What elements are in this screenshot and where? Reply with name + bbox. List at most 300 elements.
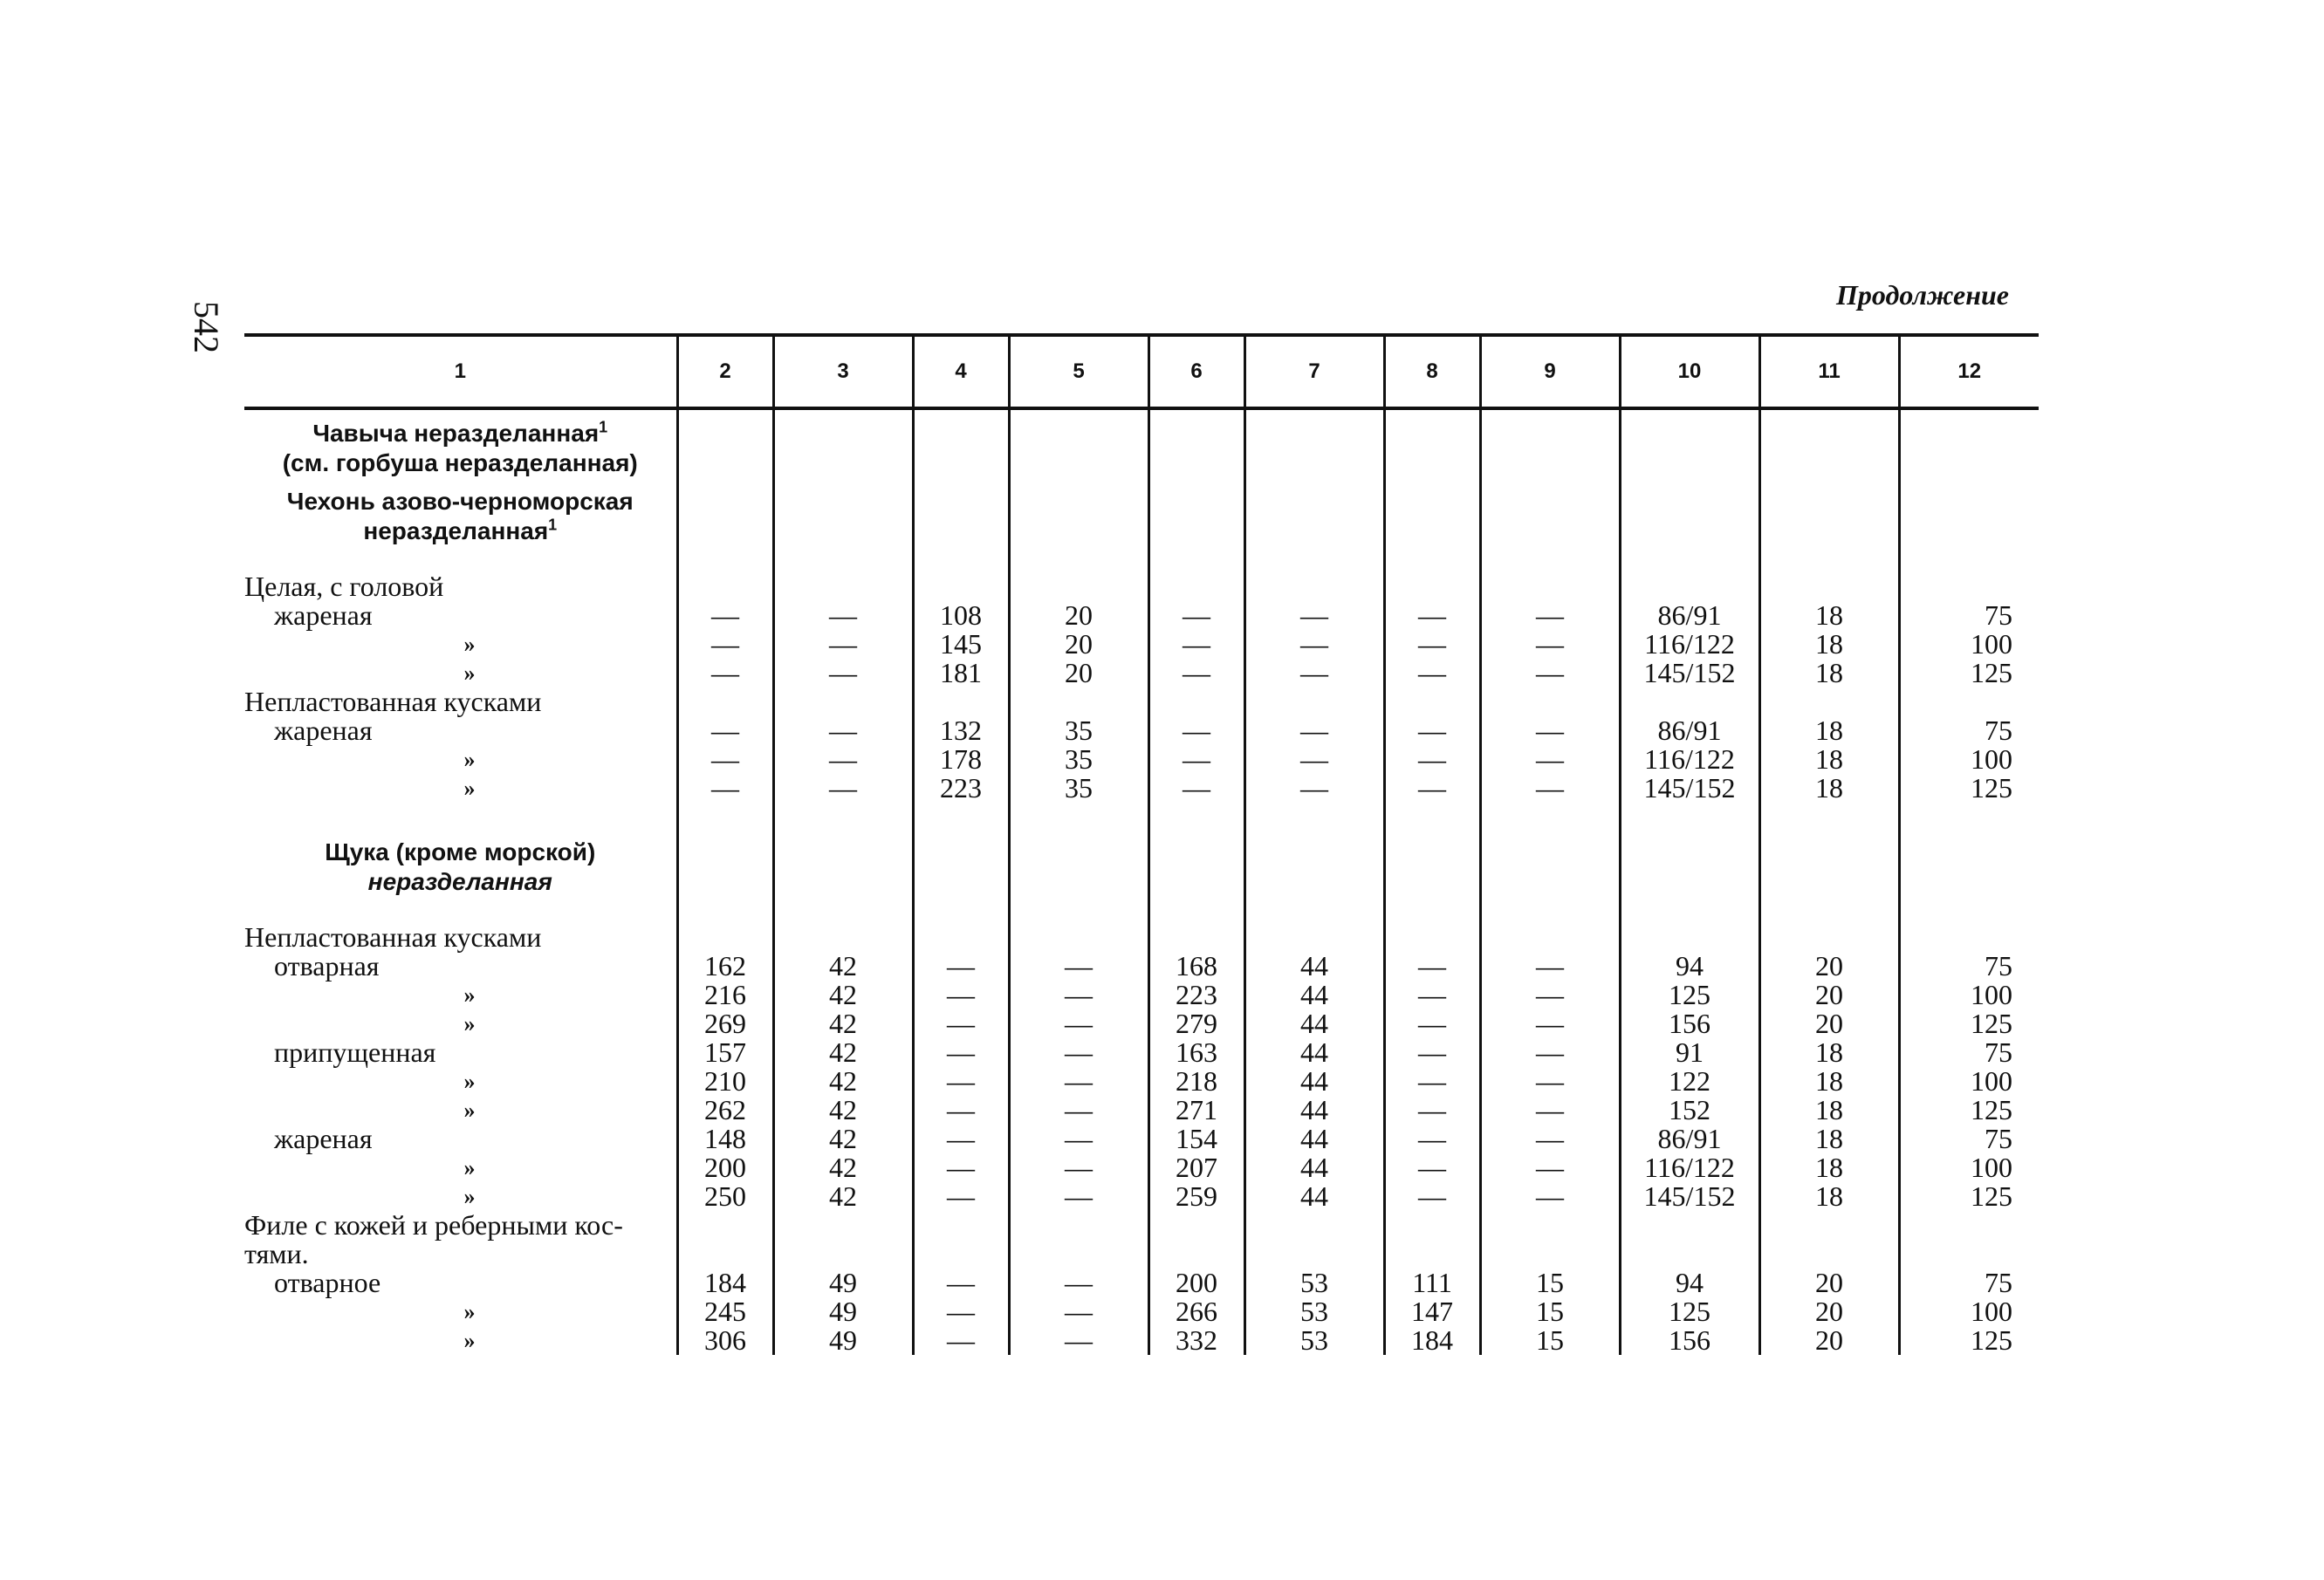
value-cell: 53 bbox=[1244, 1326, 1384, 1355]
empty-cell bbox=[1620, 687, 1759, 716]
column-header-10: 10 bbox=[1620, 335, 1759, 408]
section-heading-row bbox=[244, 478, 2039, 546]
value-cell: — bbox=[1009, 1182, 1148, 1211]
empty-cell bbox=[913, 687, 1009, 716]
column-header-8: 8 bbox=[1384, 335, 1480, 408]
empty-cell bbox=[1244, 803, 1384, 829]
empty-cell bbox=[1899, 687, 2039, 716]
value-cell: 42 bbox=[773, 1096, 913, 1125]
empty-cell bbox=[244, 546, 677, 572]
section-heading bbox=[244, 408, 677, 478]
empty-cell bbox=[1384, 923, 1480, 952]
empty-cell bbox=[1148, 408, 1244, 478]
value-cell: 156 bbox=[1620, 1326, 1759, 1355]
value-cell: 100 bbox=[1899, 1067, 2039, 1096]
column-header-1: 1 bbox=[244, 335, 677, 408]
empty-cell bbox=[677, 572, 773, 601]
value-cell: 94 bbox=[1620, 1269, 1759, 1297]
empty-cell bbox=[1899, 572, 2039, 601]
column-header-3: 3 bbox=[773, 335, 913, 408]
value-cell: 20 bbox=[1009, 659, 1148, 687]
value-cell: 75 bbox=[1899, 716, 2039, 745]
empty-cell bbox=[1899, 923, 2039, 952]
value-cell: — bbox=[1009, 1297, 1148, 1326]
ditto-mark: » bbox=[463, 1299, 476, 1324]
empty-cell bbox=[773, 1240, 913, 1269]
value-cell: 178 bbox=[913, 745, 1009, 774]
empty-cell bbox=[677, 1211, 773, 1240]
value-cell: — bbox=[773, 601, 913, 630]
value-cell: 125 bbox=[1899, 774, 2039, 803]
value-cell: 200 bbox=[1148, 1269, 1244, 1297]
empty-cell bbox=[1620, 923, 1759, 952]
row-label: отварная bbox=[274, 950, 380, 982]
empty-cell bbox=[913, 897, 1009, 923]
value-cell: 125 bbox=[1620, 1297, 1759, 1326]
section-heading bbox=[244, 829, 677, 897]
row-label: Непластованная кусками bbox=[244, 921, 542, 953]
value-cell: 152 bbox=[1620, 1096, 1759, 1125]
empty-cell bbox=[1759, 408, 1899, 478]
empty-cell bbox=[677, 897, 773, 923]
value-cell: 125 bbox=[1620, 981, 1759, 1009]
value-cell: 42 bbox=[773, 1153, 913, 1182]
value-cell: 147 bbox=[1384, 1297, 1480, 1326]
value-cell: 18 bbox=[1759, 1038, 1899, 1067]
empty-cell bbox=[1384, 546, 1480, 572]
value-cell: 15 bbox=[1480, 1297, 1620, 1326]
value-cell: — bbox=[1009, 1125, 1148, 1153]
value-cell: 86/91 bbox=[1620, 601, 1759, 630]
empty-cell bbox=[1384, 408, 1480, 478]
value-cell: — bbox=[1480, 716, 1620, 745]
value-cell: — bbox=[1148, 774, 1244, 803]
value-cell: — bbox=[1009, 1038, 1148, 1067]
value-cell: 18 bbox=[1759, 745, 1899, 774]
value-cell: — bbox=[913, 1326, 1009, 1355]
header-row bbox=[244, 335, 2039, 408]
footnote-marker: 1 bbox=[548, 516, 558, 534]
value-cell: — bbox=[1009, 981, 1148, 1009]
value-cell: 162 bbox=[677, 952, 773, 981]
table-row bbox=[244, 1009, 2039, 1038]
value-cell: 94 bbox=[1620, 952, 1759, 981]
value-cell: 145 bbox=[913, 630, 1009, 659]
value-cell: 20 bbox=[1759, 1326, 1899, 1355]
value-cell: — bbox=[1480, 981, 1620, 1009]
value-cell: 210 bbox=[677, 1067, 773, 1096]
value-cell: 44 bbox=[1244, 1009, 1384, 1038]
value-cell: — bbox=[1384, 981, 1480, 1009]
heading-line: Чавыча неразделанная bbox=[312, 420, 600, 447]
empty-cell bbox=[1384, 1211, 1480, 1240]
empty-cell bbox=[1148, 1240, 1244, 1269]
value-cell: 223 bbox=[1148, 981, 1244, 1009]
value-cell: 163 bbox=[1148, 1038, 1244, 1067]
empty-cell bbox=[1899, 478, 2039, 546]
value-cell: 116/122 bbox=[1620, 1153, 1759, 1182]
value-cell: — bbox=[1384, 659, 1480, 687]
page-number: 542 bbox=[187, 301, 226, 353]
empty-cell bbox=[1759, 478, 1899, 546]
value-cell: — bbox=[773, 630, 913, 659]
value-cell: 100 bbox=[1899, 745, 2039, 774]
value-cell: — bbox=[1384, 1096, 1480, 1125]
empty-cell bbox=[1009, 572, 1148, 601]
value-cell: 49 bbox=[773, 1326, 913, 1355]
empty-cell bbox=[913, 546, 1009, 572]
value-cell: 42 bbox=[773, 981, 913, 1009]
value-cell: — bbox=[1480, 774, 1620, 803]
value-cell: — bbox=[913, 952, 1009, 981]
empty-cell bbox=[1244, 1240, 1384, 1269]
empty-cell bbox=[1759, 803, 1899, 829]
value-cell: — bbox=[1384, 1125, 1480, 1153]
value-cell: 279 bbox=[1148, 1009, 1244, 1038]
ditto-mark: » bbox=[463, 1184, 476, 1209]
table-row bbox=[244, 716, 2039, 745]
empty-cell bbox=[1384, 803, 1480, 829]
value-cell: — bbox=[1009, 1326, 1148, 1355]
value-cell: — bbox=[1244, 774, 1384, 803]
empty-cell bbox=[1899, 1240, 2039, 1269]
empty-cell bbox=[1009, 546, 1148, 572]
section-heading bbox=[244, 478, 677, 546]
value-cell: — bbox=[1244, 745, 1384, 774]
value-cell: 223 bbox=[913, 774, 1009, 803]
value-cell: 91 bbox=[1620, 1038, 1759, 1067]
value-cell: — bbox=[773, 774, 913, 803]
value-cell: — bbox=[1384, 1009, 1480, 1038]
value-cell: — bbox=[1009, 1269, 1148, 1297]
table-row bbox=[244, 1038, 2039, 1067]
empty-cell bbox=[1620, 803, 1759, 829]
row-label: припущенная bbox=[274, 1036, 436, 1068]
label-row bbox=[244, 1240, 2039, 1269]
value-cell: — bbox=[1480, 952, 1620, 981]
value-cell: 75 bbox=[1899, 601, 2039, 630]
empty-cell bbox=[1384, 478, 1480, 546]
value-cell: — bbox=[1384, 1153, 1480, 1182]
column-header-7: 7 bbox=[1244, 335, 1384, 408]
value-cell: — bbox=[677, 745, 773, 774]
empty-cell bbox=[1759, 1211, 1899, 1240]
value-cell: 156 bbox=[1620, 1009, 1759, 1038]
value-cell: — bbox=[1148, 630, 1244, 659]
column-header-9: 9 bbox=[1480, 335, 1620, 408]
value-cell: — bbox=[1480, 659, 1620, 687]
value-cell: — bbox=[913, 1153, 1009, 1182]
empty-cell bbox=[1009, 408, 1148, 478]
empty-cell bbox=[913, 408, 1009, 478]
value-cell: 168 bbox=[1148, 952, 1244, 981]
table-row bbox=[244, 1297, 2039, 1326]
value-cell: 122 bbox=[1620, 1067, 1759, 1096]
empty-cell bbox=[773, 1211, 913, 1240]
empty-cell bbox=[913, 803, 1009, 829]
value-cell: — bbox=[913, 1125, 1009, 1153]
empty-cell bbox=[1384, 829, 1480, 897]
empty-cell bbox=[773, 546, 913, 572]
value-cell: 86/91 bbox=[1620, 1125, 1759, 1153]
value-cell: 245 bbox=[677, 1297, 773, 1326]
value-cell: 35 bbox=[1009, 774, 1148, 803]
empty-cell bbox=[1148, 478, 1244, 546]
value-cell: 100 bbox=[1899, 1297, 2039, 1326]
ditto-mark: » bbox=[463, 1328, 476, 1353]
label-row bbox=[244, 923, 2039, 952]
value-cell: — bbox=[1480, 1125, 1620, 1153]
value-cell: 145/152 bbox=[1620, 659, 1759, 687]
value-cell: 44 bbox=[1244, 981, 1384, 1009]
empty-cell bbox=[677, 478, 773, 546]
value-cell: 184 bbox=[1384, 1326, 1480, 1355]
value-cell: — bbox=[1244, 659, 1384, 687]
value-cell: — bbox=[1148, 745, 1244, 774]
ditto-mark: » bbox=[463, 660, 476, 686]
empty-cell bbox=[1244, 1211, 1384, 1240]
table-row bbox=[244, 1096, 2039, 1125]
value-cell: 145/152 bbox=[1620, 1182, 1759, 1211]
value-cell: 181 bbox=[913, 659, 1009, 687]
empty-cell bbox=[677, 687, 773, 716]
heading-line: неразделанная bbox=[363, 517, 549, 544]
empty-cell bbox=[1620, 1211, 1759, 1240]
empty-cell bbox=[1620, 478, 1759, 546]
empty-cell bbox=[1384, 572, 1480, 601]
value-cell: 42 bbox=[773, 1067, 913, 1096]
value-cell: 35 bbox=[1009, 716, 1148, 745]
value-cell: 116/122 bbox=[1620, 745, 1759, 774]
value-cell: — bbox=[1480, 1153, 1620, 1182]
ditto-mark: » bbox=[463, 1069, 476, 1094]
empty-cell bbox=[1899, 829, 2039, 897]
value-cell: 20 bbox=[1009, 630, 1148, 659]
empty-cell bbox=[913, 1240, 1009, 1269]
ditto-mark: » bbox=[463, 1011, 476, 1036]
empty-cell bbox=[1759, 829, 1899, 897]
value-cell: — bbox=[1148, 716, 1244, 745]
table-row bbox=[244, 1153, 2039, 1182]
value-cell: — bbox=[1480, 630, 1620, 659]
value-cell: — bbox=[1244, 601, 1384, 630]
empty-cell bbox=[1480, 923, 1620, 952]
value-cell: 53 bbox=[1244, 1297, 1384, 1326]
data-table bbox=[244, 333, 2039, 1355]
value-cell: 100 bbox=[1899, 1153, 2039, 1182]
value-cell: 200 bbox=[677, 1153, 773, 1182]
value-cell: 35 bbox=[1009, 745, 1148, 774]
value-cell: 18 bbox=[1759, 716, 1899, 745]
value-cell: 216 bbox=[677, 981, 773, 1009]
value-cell: — bbox=[1384, 1067, 1480, 1096]
value-cell: 49 bbox=[773, 1297, 913, 1326]
value-cell: 44 bbox=[1244, 1182, 1384, 1211]
value-cell: — bbox=[677, 716, 773, 745]
ditto-mark: » bbox=[463, 776, 476, 801]
value-cell: 266 bbox=[1148, 1297, 1244, 1326]
empty-cell bbox=[1620, 408, 1759, 478]
empty-cell bbox=[1480, 1211, 1620, 1240]
value-cell: 20 bbox=[1759, 981, 1899, 1009]
table-body bbox=[244, 408, 2039, 1355]
empty-cell bbox=[244, 897, 677, 923]
value-cell: 86/91 bbox=[1620, 716, 1759, 745]
value-cell: 44 bbox=[1244, 1038, 1384, 1067]
empty-cell bbox=[1384, 1240, 1480, 1269]
value-cell: 125 bbox=[1899, 1326, 2039, 1355]
label-row bbox=[244, 1211, 2039, 1240]
value-cell: — bbox=[913, 1096, 1009, 1125]
value-cell: 18 bbox=[1759, 601, 1899, 630]
table-row bbox=[244, 952, 2039, 981]
value-cell: 18 bbox=[1759, 1096, 1899, 1125]
value-cell: 18 bbox=[1759, 659, 1899, 687]
value-cell: 262 bbox=[677, 1096, 773, 1125]
empty-cell bbox=[773, 803, 913, 829]
value-cell: 75 bbox=[1899, 1269, 2039, 1297]
value-cell: 145/152 bbox=[1620, 774, 1759, 803]
empty-cell bbox=[1759, 897, 1899, 923]
empty-cell bbox=[244, 803, 677, 829]
empty-cell bbox=[1244, 897, 1384, 923]
empty-cell bbox=[1480, 829, 1620, 897]
value-cell: — bbox=[1480, 745, 1620, 774]
row-label: жареная bbox=[274, 599, 373, 631]
value-cell: — bbox=[1480, 1009, 1620, 1038]
value-cell: 20 bbox=[1759, 1269, 1899, 1297]
empty-cell bbox=[677, 546, 773, 572]
value-cell: — bbox=[913, 1038, 1009, 1067]
empty-cell bbox=[1899, 897, 2039, 923]
value-cell: 108 bbox=[913, 601, 1009, 630]
value-cell: — bbox=[913, 1182, 1009, 1211]
empty-cell bbox=[1384, 897, 1480, 923]
value-cell: — bbox=[677, 601, 773, 630]
footnote-marker: 1 bbox=[599, 418, 608, 436]
value-cell: 44 bbox=[1244, 1153, 1384, 1182]
empty-cell bbox=[1244, 546, 1384, 572]
table-row bbox=[244, 1067, 2039, 1096]
value-cell: — bbox=[913, 1009, 1009, 1038]
empty-cell bbox=[677, 803, 773, 829]
value-cell: 44 bbox=[1244, 952, 1384, 981]
value-cell: — bbox=[1480, 601, 1620, 630]
value-cell: — bbox=[1384, 716, 1480, 745]
value-cell: 49 bbox=[773, 1269, 913, 1297]
row-label: Целая, с головой bbox=[244, 571, 444, 602]
label-row bbox=[244, 572, 2039, 601]
row-label: жареная bbox=[274, 715, 373, 746]
value-cell: — bbox=[1384, 774, 1480, 803]
value-cell: 111 bbox=[1384, 1269, 1480, 1297]
value-cell: 125 bbox=[1899, 1182, 2039, 1211]
empty-cell bbox=[1759, 546, 1899, 572]
row-label: Филе с кожей и реберными кос- bbox=[244, 1209, 623, 1241]
empty-cell bbox=[677, 923, 773, 952]
empty-cell bbox=[1899, 546, 2039, 572]
value-cell: 15 bbox=[1480, 1326, 1620, 1355]
empty-cell bbox=[773, 923, 913, 952]
empty-cell bbox=[913, 829, 1009, 897]
empty-cell bbox=[1244, 408, 1384, 478]
value-cell: — bbox=[1480, 1067, 1620, 1096]
value-cell: — bbox=[1384, 745, 1480, 774]
value-cell: 250 bbox=[677, 1182, 773, 1211]
value-cell: 42 bbox=[773, 1125, 913, 1153]
value-cell: 20 bbox=[1759, 1297, 1899, 1326]
value-cell: 44 bbox=[1244, 1096, 1384, 1125]
value-cell: 44 bbox=[1244, 1125, 1384, 1153]
empty-cell bbox=[1009, 803, 1148, 829]
value-cell: 125 bbox=[1899, 1096, 2039, 1125]
value-cell: — bbox=[913, 1067, 1009, 1096]
value-cell: — bbox=[1009, 952, 1148, 981]
table-row bbox=[244, 659, 2039, 687]
empty-cell bbox=[1148, 923, 1244, 952]
value-cell: — bbox=[677, 774, 773, 803]
value-cell: 75 bbox=[1899, 1038, 2039, 1067]
value-cell: 271 bbox=[1148, 1096, 1244, 1125]
value-cell: — bbox=[773, 745, 913, 774]
empty-cell bbox=[1148, 829, 1244, 897]
empty-cell bbox=[1009, 478, 1148, 546]
empty-cell bbox=[773, 687, 913, 716]
value-cell: — bbox=[773, 716, 913, 745]
value-cell: 42 bbox=[773, 1182, 913, 1211]
value-cell: 20 bbox=[1759, 1009, 1899, 1038]
value-cell: 18 bbox=[1759, 630, 1899, 659]
ditto-mark: » bbox=[463, 632, 476, 657]
empty-cell bbox=[1759, 923, 1899, 952]
column-header-5: 5 bbox=[1009, 335, 1148, 408]
value-cell: — bbox=[1384, 630, 1480, 659]
empty-cell bbox=[677, 408, 773, 478]
value-cell: — bbox=[1480, 1038, 1620, 1067]
empty-cell bbox=[1244, 572, 1384, 601]
value-cell: 259 bbox=[1148, 1182, 1244, 1211]
value-cell: 18 bbox=[1759, 1153, 1899, 1182]
empty-cell bbox=[1009, 829, 1148, 897]
value-cell: 116/122 bbox=[1620, 630, 1759, 659]
value-cell: — bbox=[1009, 1096, 1148, 1125]
value-cell: 125 bbox=[1899, 1009, 2039, 1038]
empty-cell bbox=[1244, 923, 1384, 952]
column-header-2: 2 bbox=[677, 335, 773, 408]
empty-cell bbox=[1759, 572, 1899, 601]
value-cell: — bbox=[1384, 1038, 1480, 1067]
empty-cell bbox=[1148, 546, 1244, 572]
value-cell: 132 bbox=[913, 716, 1009, 745]
empty-cell bbox=[913, 923, 1009, 952]
empty-cell bbox=[1148, 572, 1244, 601]
value-cell: — bbox=[1009, 1009, 1148, 1038]
value-cell: — bbox=[677, 659, 773, 687]
empty-cell bbox=[1148, 803, 1244, 829]
row-label: жареная bbox=[274, 1123, 373, 1154]
empty-cell bbox=[1480, 897, 1620, 923]
empty-cell bbox=[677, 1240, 773, 1269]
value-cell: 15 bbox=[1480, 1269, 1620, 1297]
empty-cell bbox=[677, 829, 773, 897]
value-cell: 20 bbox=[1759, 952, 1899, 981]
empty-cell bbox=[1244, 687, 1384, 716]
row-label: тями. bbox=[244, 1238, 309, 1269]
empty-cell bbox=[1480, 572, 1620, 601]
spacer-row bbox=[244, 546, 2039, 572]
empty-cell bbox=[1148, 897, 1244, 923]
label-row bbox=[244, 687, 2039, 716]
